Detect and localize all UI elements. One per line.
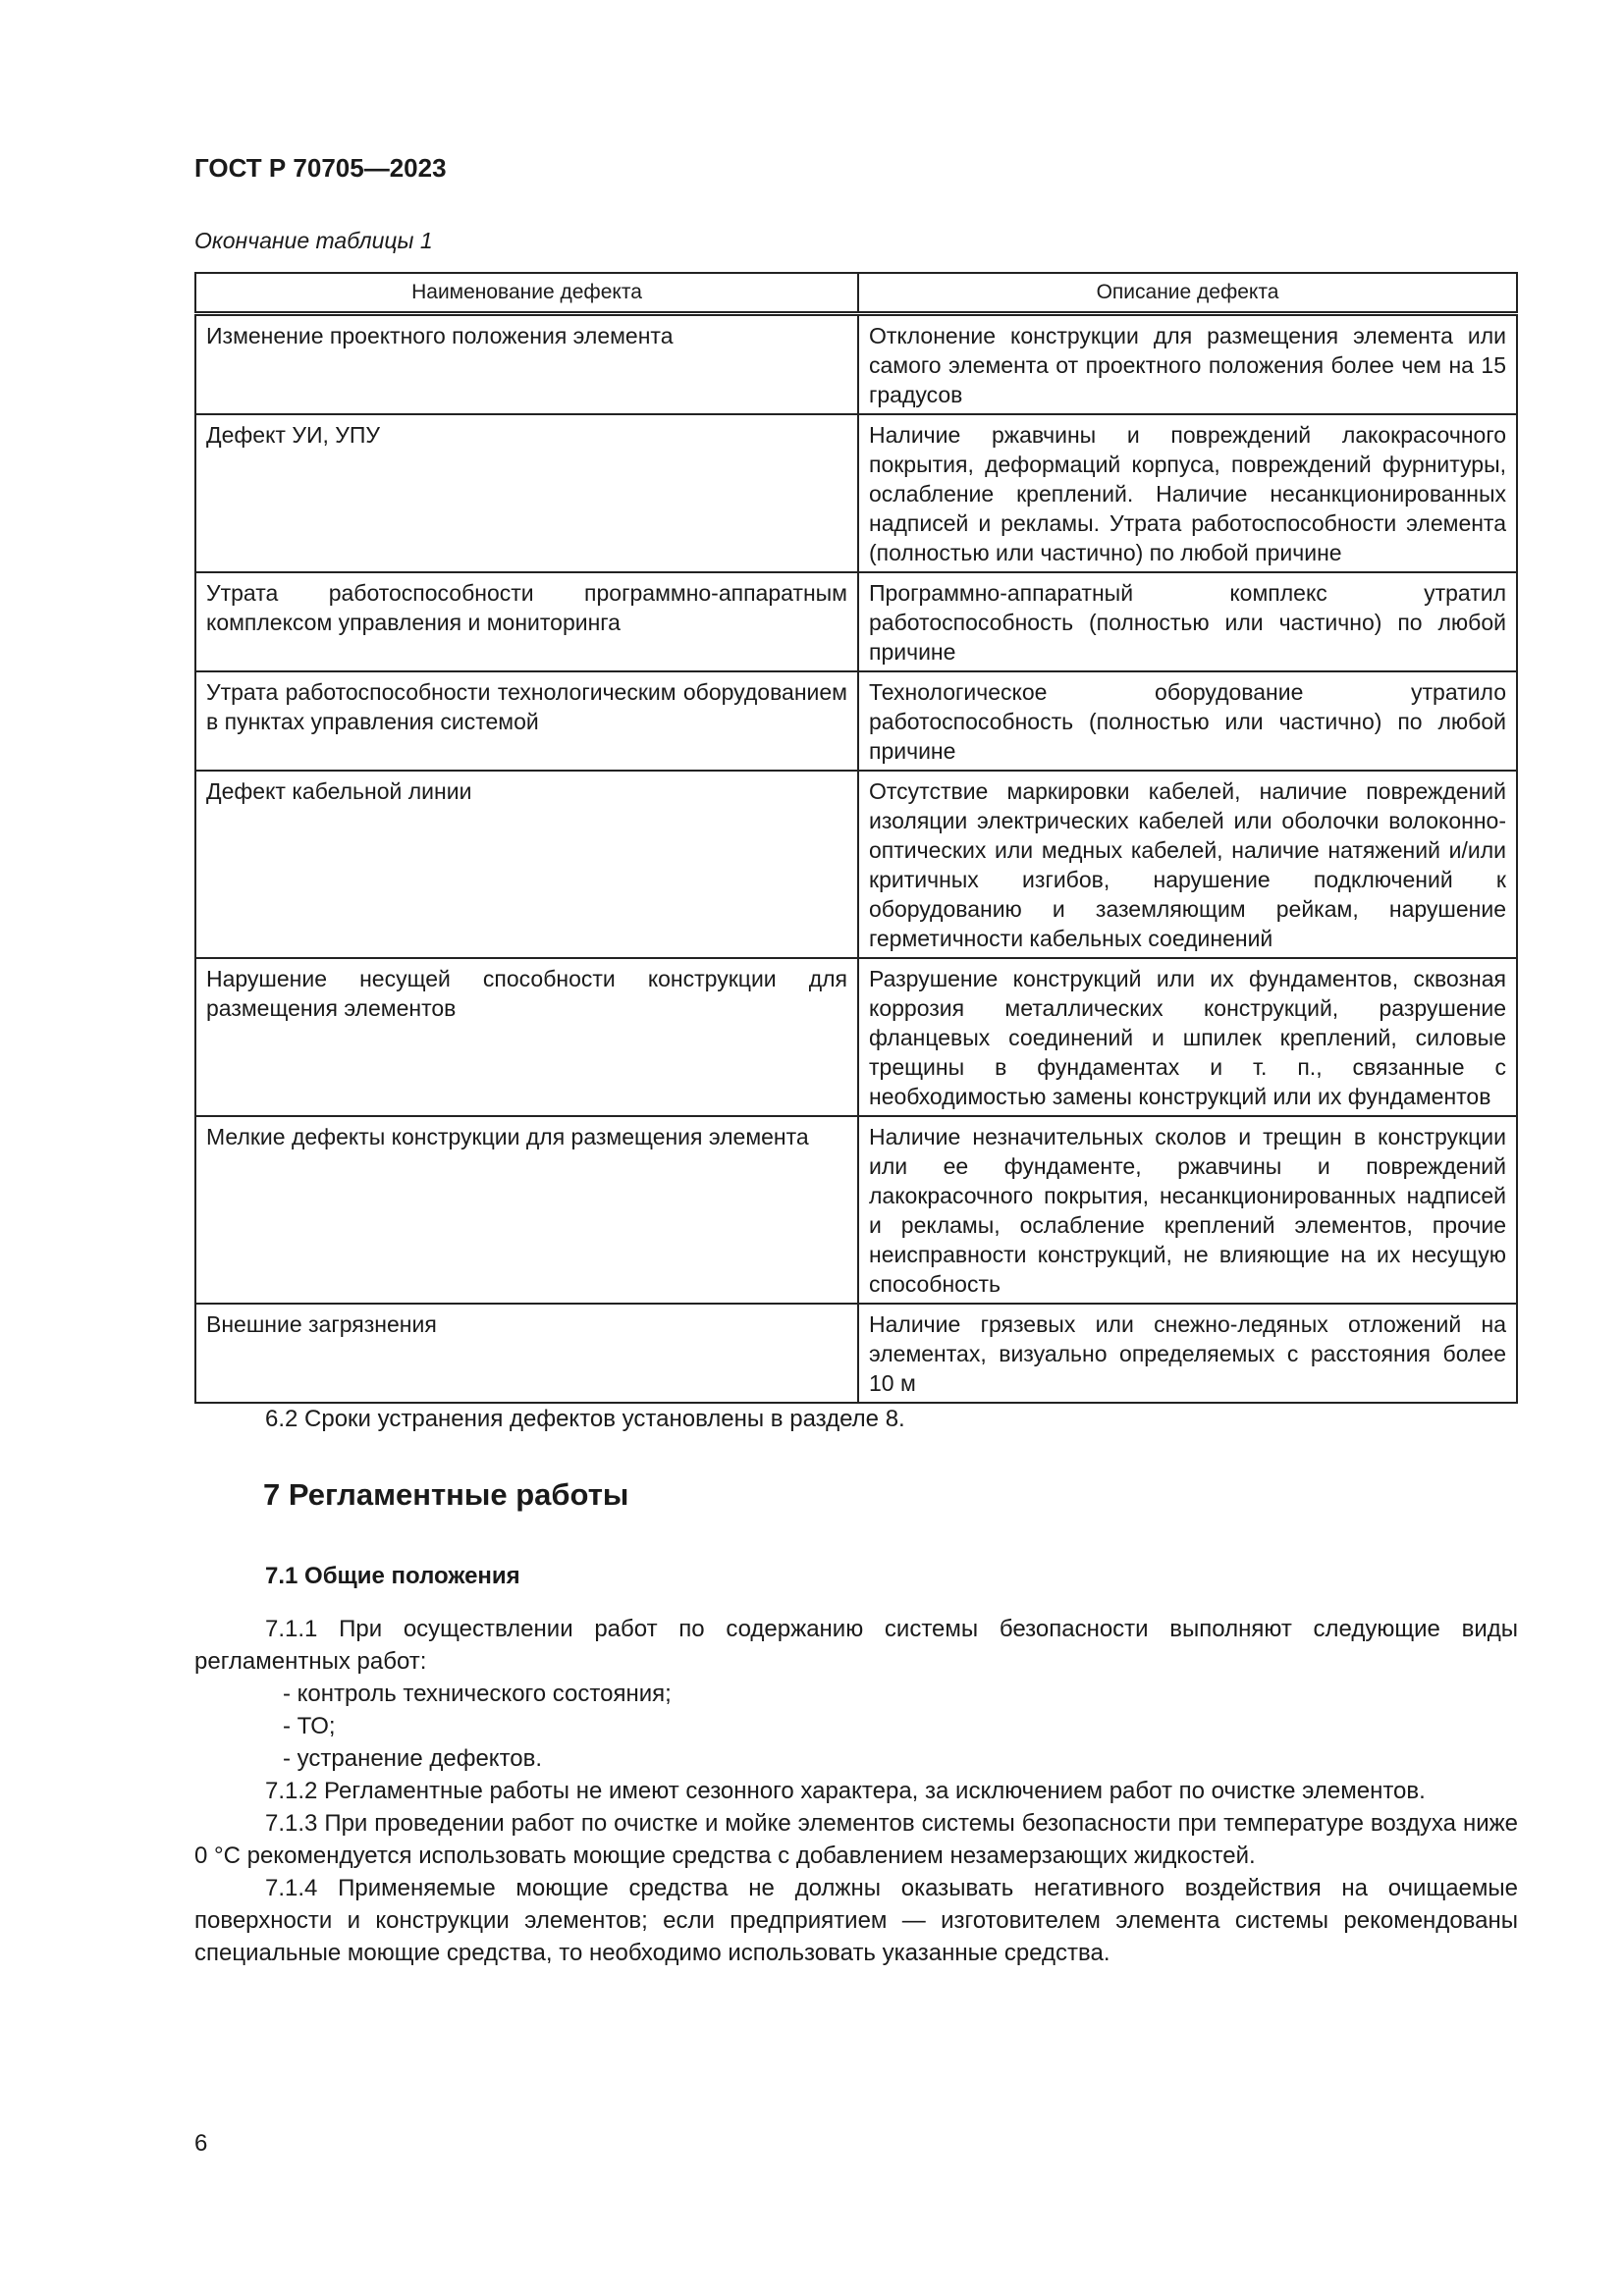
defects-table — [194, 272, 1518, 1404]
table-row — [195, 572, 1517, 671]
table-row — [195, 1116, 1517, 1304]
paragraph-7-1-2: 7.1.2 Регламентные работы не имеют сезонного характера, за исключением работ по очистке элементов. — [265, 1778, 1426, 1804]
paragraph-7-1-3: 7.1.3 При проведении работ по очистке и мойке элементов системы безопасности при температуре воздуха ниже 0 °С рекомендуется использовать моющие средства с добавлением незамерзающих жидкостей. — [194, 1810, 1518, 1869]
list-item: - ТО; — [283, 1713, 336, 1739]
table-row — [195, 314, 1517, 415]
document-id: ГОСТ Р 70705—2023 — [194, 153, 447, 183]
defect-description-cell: Разрушение конструкций или их фундаментов, сквозная коррозия металлических конструкций, разрушение фланцевых соединений и шпилек креплений, силовые трещины в фундаментах и т. п., связанные с необходимостью замены конструкций или их фундаментов — [858, 958, 1517, 1116]
table-caption: Окончание таблицы 1 — [194, 228, 433, 253]
list-item: - устранение дефектов. — [283, 1745, 543, 1772]
defect-description-cell: Наличие грязевых или снежно-ледяных отложений на элементах, визуально определяемых с расстояния более 10 м — [858, 1304, 1517, 1403]
defect-name-cell: Дефект кабельной линии — [195, 771, 858, 958]
defect-description-cell: Отклонение конструкции для размещения элемента или самого элемента от проектного положения более чем на 15 градусов — [858, 314, 1517, 415]
defect-name-cell: Утрата работоспособности программно-аппаратным комплексом управления и мониторинга — [195, 572, 858, 671]
table-row — [195, 1304, 1517, 1403]
section-heading-7: 7 Регламентные работы — [263, 1477, 629, 1512]
table-row — [195, 671, 1517, 771]
page-number: 6 — [194, 2130, 208, 2157]
paragraph-7-1-4: 7.1.4 Применяемые моющие средства не должны оказывать негативного воздействия на очищаемые поверхности и конструкции элементов; если предприятием — изготовителем элемента системы рекомендованы специальные моющие средства, то необходимо использовать указанные средства. — [194, 1875, 1518, 1966]
defect-name-cell: Изменение проектного положения элемента — [195, 314, 858, 415]
defect-description-cell: Наличие ржавчины и повреждений лакокрасочного покрытия, деформаций корпуса, повреждений фурнитуры, ослабление креплений. Наличие несанкционированных надписей и рекламы. Утрата работоспособности элемента (полностью или частично) по любой причине — [858, 414, 1517, 572]
column-header-description: Описание дефекта — [858, 273, 1517, 314]
table-row — [195, 771, 1517, 958]
list-item: - контроль технического состояния; — [283, 1681, 672, 1707]
paragraph-7-1-1: 7.1.1 При осуществлении работ по содержанию системы безопасности выполняют следующие виды регламентных работ: — [194, 1616, 1518, 1675]
defect-name-cell: Нарушение несущей способности конструкции для размещения элементов — [195, 958, 858, 1116]
column-header-name: Наименование дефекта — [195, 273, 858, 314]
section-body — [194, 1613, 1518, 1969]
table-row — [195, 414, 1517, 572]
defect-description-cell: Технологическое оборудование утратило работоспособность (полностью или частично) по любой причине — [858, 671, 1517, 771]
defect-description-cell: Программно-аппаратный комплекс утратил работоспособность (полностью или частично) по любой причине — [858, 572, 1517, 671]
table-header-row — [195, 273, 1517, 314]
defect-name-cell: Утрата работоспособности технологическим оборудованием в пунктах управления системой — [195, 671, 858, 771]
defect-name-cell: Дефект УИ, УПУ — [195, 414, 858, 572]
defect-description-cell: Наличие незначительных сколов и трещин в конструкции или ее фундаменте, ржавчины и повреждений лакокрасочного покрытия, несанкционированных надписей и рекламы, ослабление креплений элементов, прочие неисправности конструкций, не влияющие на их несущую способность — [858, 1116, 1517, 1304]
paragraph-6-2: 6.2 Сроки устранения дефектов установлены в разделе 8. — [265, 1406, 905, 1432]
defect-name-cell: Мелкие дефекты конструкции для размещения элемента — [195, 1116, 858, 1304]
subsection-heading-7-1: 7.1 Общие положения — [265, 1563, 520, 1589]
defect-name-cell: Внешние загрязнения — [195, 1304, 858, 1403]
table-row — [195, 958, 1517, 1116]
defect-description-cell: Отсутствие маркировки кабелей, наличие повреждений изоляции электрических кабелей или оболочки волоконно-оптических или медных кабелей, наличие натяжений и/или критичных изгибов, нарушение подключений к оборудованию и заземляющим рейкам, нарушение герметичности кабельных соединений — [858, 771, 1517, 958]
